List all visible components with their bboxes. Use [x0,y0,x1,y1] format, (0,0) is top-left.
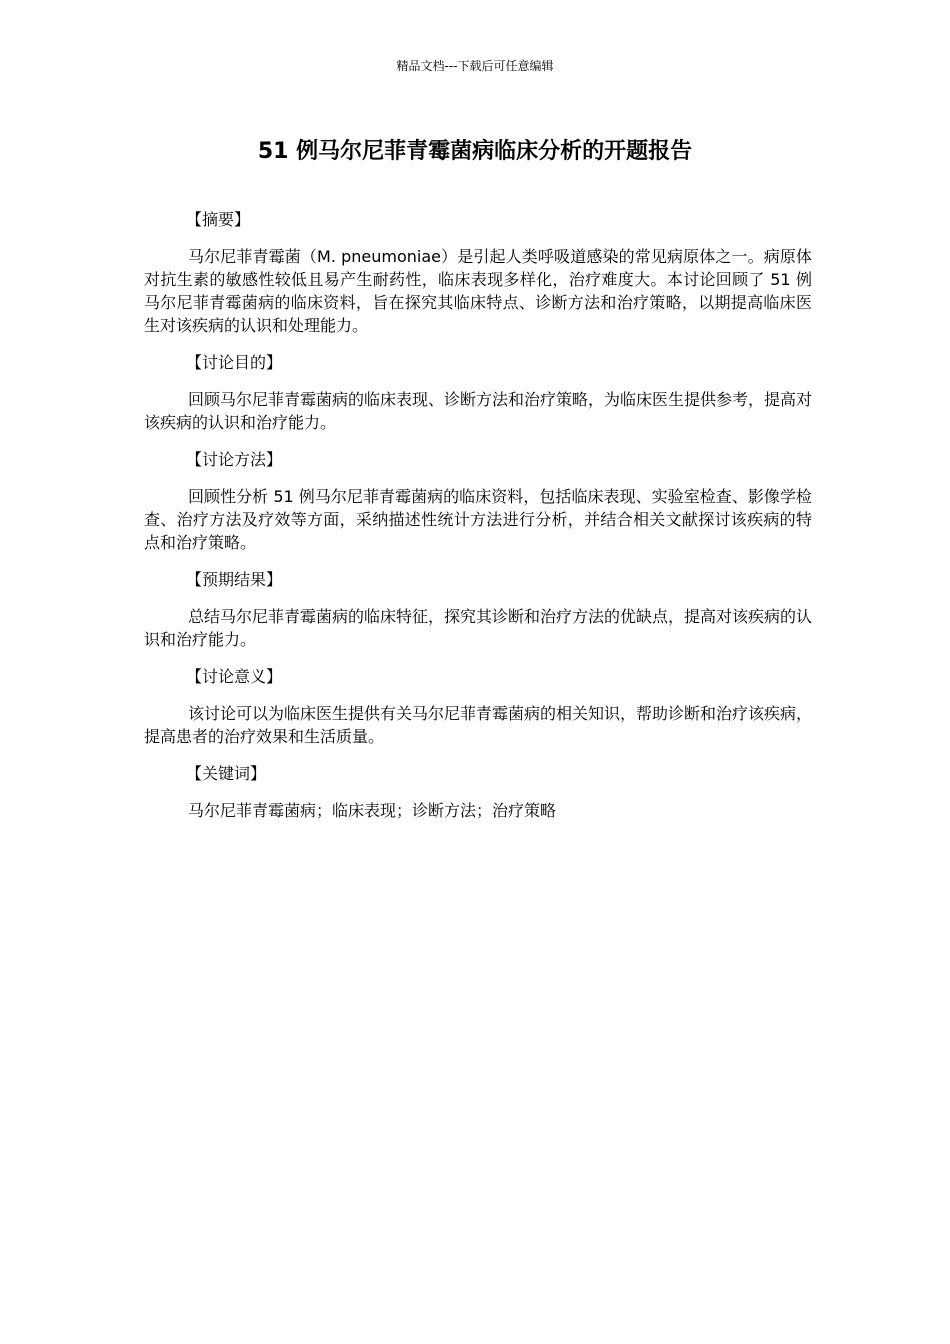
section-methods [144,448,812,554]
document-body [144,208,812,836]
section-heading-keywords: 【关键词】 [186,764,267,783]
section-heading-significance: 【讨论意义】 [186,667,283,686]
section-keywords [144,762,812,822]
section-expected-results [144,568,812,651]
section-paragraph-purpose: 回顾马尔尼菲青霉菌病的临床表现、诊断方法和治疗策略，为临床医生提供参考，提高对该疾病的认识和治疗能力。 [144,390,813,432]
section-paragraph-abstract: 马尔尼菲青霉菌（M. pneumoniae）是引起人类呼吸道感染的常见病原体之一。病原体对抗生素的敏感性较低且易产生耐药性，临床表现多样化，治疗难度大。本讨论回顾了 51 例马尔尼菲青霉菌病的临床资料，旨在探究其临床特点、诊断方法和治疗策略，以期提高临床医生对该疾病的认识和处理能力。 [144,247,812,335]
section-heading-expected-results: 【预期结果】 [186,570,283,589]
section-abstract [144,208,812,337]
section-paragraph-significance: 该讨论可以为临床医生提供有关马尔尼菲青霉菌病的相关知识，帮助诊断和治疗该疾病，提高患者的治疗效果和生活质量。 [144,704,813,746]
section-heading-methods: 【讨论方法】 [186,450,283,469]
document-title: 51 例马尔尼菲青霉菌病临床分析的开题报告 [257,139,693,164]
section-paragraph-methods: 回顾性分析 51 例马尔尼菲青霉菌病的临床资料，包括临床表现、实验室检查、影像学检查、治疗方法及疗效等方面，采纳描述性统计方法进行分析，并结合相关文献探讨该疾病的特点和治疗策略。 [144,487,812,552]
section-paragraph-expected-results: 总结马尔尼菲青霉菌病的临床特征，探究其诊断和治疗方法的优缺点，提高对该疾病的认识和治疗能力。 [144,607,813,649]
page-header-note: 精品文档---下载后可任意编辑 [396,59,554,73]
section-purpose [144,351,812,434]
section-heading-purpose: 【讨论目的】 [186,353,283,372]
section-heading-abstract: 【摘要】 [186,210,251,229]
section-significance [144,665,812,748]
section-paragraph-keywords: 马尔尼菲青霉菌病；临床表现；诊断方法；治疗策略 [188,801,557,820]
